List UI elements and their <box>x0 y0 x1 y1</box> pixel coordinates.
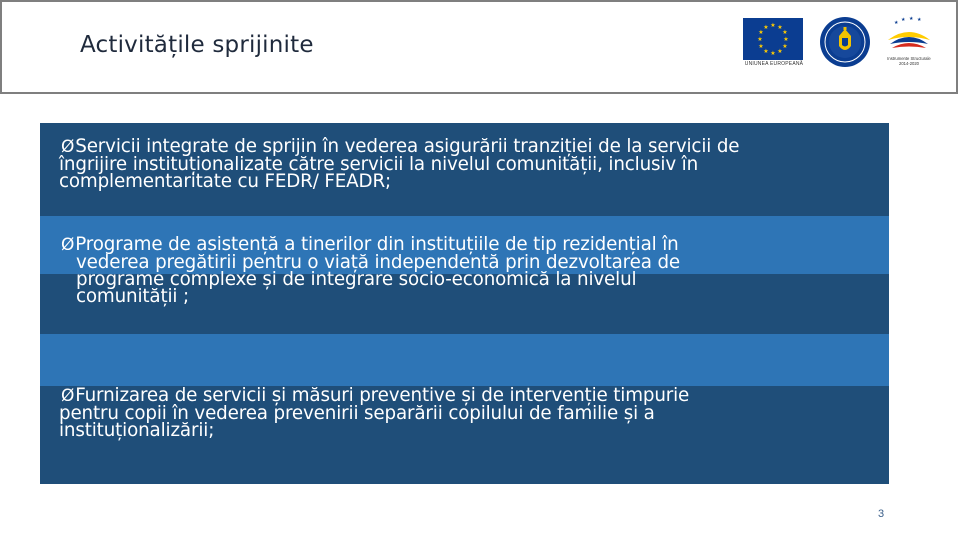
arrow-bullet-icon: Ø <box>61 386 75 406</box>
svg-text:★: ★ <box>917 17 922 23</box>
bullet-line: vederea pregătirii pentru o viață independentă prin dezvoltarea de <box>76 252 680 273</box>
svg-text:★: ★ <box>758 43 764 50</box>
bullet-line: îngrijire instituționalizate către servicii la nivelul comunității, inclusiv în <box>59 154 699 175</box>
bullet-line: comunității ; <box>76 286 190 307</box>
bullet-line: programe complexe și de integrare socio-economică la nivelul <box>76 269 637 290</box>
svg-text:★: ★ <box>782 43 788 50</box>
eu-flag-logo <box>743 18 803 60</box>
svg-text:★: ★ <box>770 50 776 57</box>
eu-caption: UNIUNEA EUROPEANĂ <box>744 61 804 67</box>
bullet-line: complementaritate cu FEDR/ FEADR; <box>59 171 392 192</box>
svg-text:★: ★ <box>777 24 783 31</box>
slide-header <box>0 0 958 94</box>
band-4 <box>40 334 889 386</box>
structural-instruments-caption: Instrumente Structurale 2014-2020 <box>887 56 931 66</box>
svg-text:★: ★ <box>909 16 914 22</box>
svg-text:★: ★ <box>763 24 769 31</box>
svg-text:★: ★ <box>782 29 788 36</box>
svg-text:★: ★ <box>770 22 776 29</box>
structural-instruments-logo <box>882 16 936 72</box>
arrow-bullet-icon: Ø <box>61 235 75 255</box>
bullet-line: pentru copii în vederea prevenirii separării copilului de familie și a <box>59 403 655 424</box>
svg-text:★: ★ <box>901 17 906 23</box>
page-number: 3 <box>878 508 885 520</box>
bullet-item-2 <box>61 236 680 305</box>
government-seal-logo <box>819 16 871 68</box>
bullet-line: ØServicii integrate de sprijin în vederea asigurării tranziției de la servicii de <box>61 136 740 157</box>
bullet-line: ØFurnizarea de servicii și măsuri preventive și de intervenție timpurie <box>61 385 690 406</box>
svg-text:★: ★ <box>777 48 783 55</box>
content-panel <box>40 123 889 484</box>
slide-title: Activitățile sprijinite <box>80 32 314 58</box>
svg-text:★: ★ <box>783 36 789 43</box>
svg-text:★: ★ <box>758 29 764 36</box>
bullet-line: ØPrograme de asistență a tinerilor din instituțiile de tip rezidențial în <box>61 234 679 255</box>
svg-text:★: ★ <box>763 48 769 55</box>
bullet-item-3 <box>61 387 689 439</box>
logo-strip <box>739 16 939 72</box>
bullet-item-1 <box>61 138 739 190</box>
svg-text:★: ★ <box>894 20 899 26</box>
arrow-bullet-icon: Ø <box>61 137 75 157</box>
bullet-line: instituționalizării; <box>59 420 215 441</box>
svg-text:★: ★ <box>757 36 763 43</box>
